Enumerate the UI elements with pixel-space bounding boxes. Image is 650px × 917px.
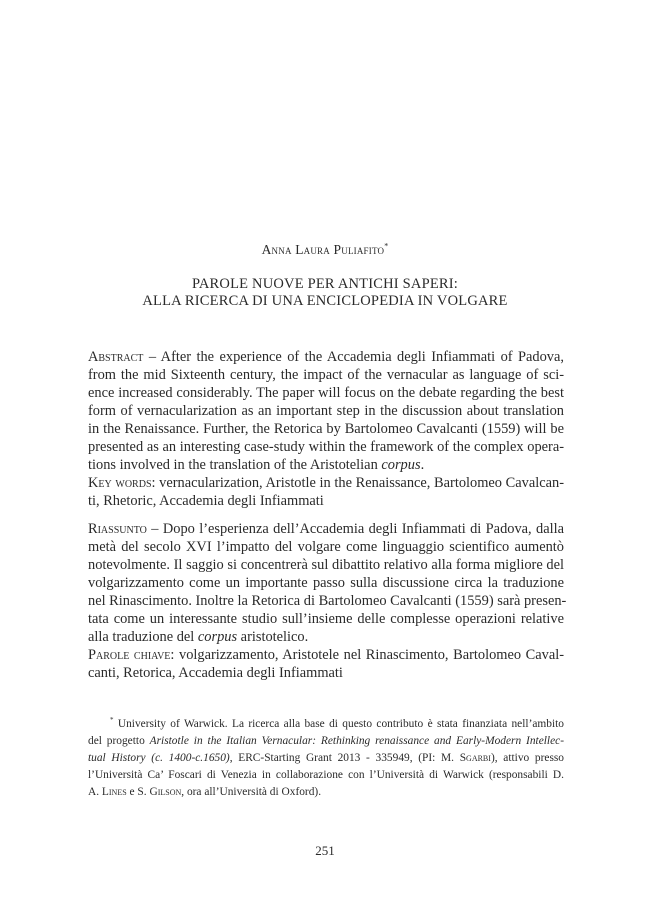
footnote-text: del progetto xyxy=(88,735,150,747)
riassunto-line: metà del secolo XVI l’impatto del volgare come linguaggio scientifico aumentò xyxy=(88,539,564,555)
abstract-line xyxy=(88,456,564,474)
author-footnote-mark: * xyxy=(384,241,389,251)
abstract-text-end: . xyxy=(420,457,425,473)
footnote-line xyxy=(88,784,564,801)
riassunto-text: alla traduzione del xyxy=(88,629,198,645)
riassunto-italic-word: corpus xyxy=(197,629,238,645)
author-name xyxy=(0,242,650,258)
riassunto-line xyxy=(88,628,564,646)
riassunto-line xyxy=(88,520,564,538)
footnote-responsible-name: Gilson xyxy=(149,786,182,798)
footnote-pi-name: Sgarbi xyxy=(459,752,491,764)
abstract-paragraph xyxy=(88,348,564,474)
footnote-project-title-cont: tual History (c. 1400-c.1650) xyxy=(88,752,230,764)
footnote-text: e S. xyxy=(126,786,150,798)
riassunto-line: tata come un interessante studio sull’insieme delle complesse operazioni relative xyxy=(88,611,564,627)
footnote-line xyxy=(88,750,564,767)
parole-chiave-line: canti, Retorica, Accademia degli Infiammati xyxy=(88,665,343,681)
author-name-text: Anna Laura Puliafito xyxy=(261,242,385,257)
article-title xyxy=(0,276,650,310)
abstract-line: ence increased considerably. The paper will focus on the debate regarding the best xyxy=(88,385,564,401)
abstract-text: – After the experience of the Accademia degli Infiammati of Padova, xyxy=(143,349,564,365)
footnote xyxy=(88,716,564,801)
footnote-text: , ora all’Università di Oxford). xyxy=(181,786,322,798)
footnote-line xyxy=(88,716,564,733)
abstract-line xyxy=(88,348,564,366)
riassunto-label: Riassunto xyxy=(88,521,147,537)
abstract-line: in the Renaissance. Further, the Retorica by Bartolomeo Cavalcanti (1559) will be xyxy=(88,421,564,437)
riassunto-line: notevolmente. Il saggio si concentrerà sul dibattito relativo alla forma migliore del xyxy=(88,557,564,573)
abstract-line: from the mid Sixteenth century, the impact of the vernacular as language of sci- xyxy=(88,367,564,383)
keywords-text: : vernacularization, Aristotle in the Renaissance, Bartolomeo Cavalcan- xyxy=(151,475,564,491)
footnote-text: A. xyxy=(88,786,102,798)
parole-chiave-text: : volgarizzamento, Aristotele nel Rinascimento, Bartolomeo Caval- xyxy=(170,647,565,663)
title-line-1: PAROLE NUOVE PER ANTICHI SAPERI: xyxy=(191,276,459,292)
keywords-paragraph xyxy=(88,474,564,510)
riassunto-line: volgarizzamento come un importante passo sulla discussione circa la traduzione xyxy=(88,575,564,591)
abstract-line: presented as an interesting case-study within the framework of the complex opera- xyxy=(88,439,564,455)
abstract-label: Abstract xyxy=(88,349,144,365)
abstract-italic-word: corpus xyxy=(381,457,421,473)
page-number: 251 xyxy=(315,843,335,858)
keywords-line: ti, Rhetoric, Accademia degli Infiammati xyxy=(88,493,324,509)
footnote-line xyxy=(88,733,564,750)
footnote-line: l’Università Ca’ Foscari di Venezia in collaborazione con l’Università di Warwick (responsabili D. xyxy=(88,769,564,781)
riassunto-text: – Dopo l’esperienza dell’Accademia degli Infiammati di Padova, dalla xyxy=(146,521,564,537)
footnote-text: University of Warwick. La ricerca alla base di questo contributo è stata finanziata nell’ambito xyxy=(113,718,564,730)
abstract-text: tions involved in the translation of the Aristotelian xyxy=(88,457,382,473)
footnote-text: , ERC-Starting Grant 2013 - 335949, (PI: M. xyxy=(229,752,460,764)
footnote-mark: * xyxy=(110,716,114,725)
keywords-label: Key words xyxy=(88,475,152,491)
keywords-line xyxy=(88,474,564,492)
riassunto-paragraph xyxy=(88,520,567,646)
footnote-text: ), attivo presso xyxy=(490,752,565,764)
abstract-line: form of vernacularization as an important step in the discussion about translation xyxy=(88,403,564,419)
footnote-project-title: Aristotle in the Italian Vernacular: Rethinking renaissance and Early-Modern Intellec- xyxy=(149,735,564,747)
parole-chiave-label: Parole chiave xyxy=(88,647,171,663)
parole-chiave-line xyxy=(88,646,564,664)
footnote-responsible-name: Lines xyxy=(101,786,127,798)
title-line-2: ALLA RICERCA DI UNA ENCICLOPEDIA IN VOLGARE xyxy=(142,293,508,309)
riassunto-line: nel Rinascimento. Inoltre la Retorica di Bartolomeo Cavalcanti (1559) sarà presen- xyxy=(88,593,567,609)
parole-chiave-paragraph xyxy=(88,646,564,682)
riassunto-text-end: aristotelico. xyxy=(237,629,309,645)
